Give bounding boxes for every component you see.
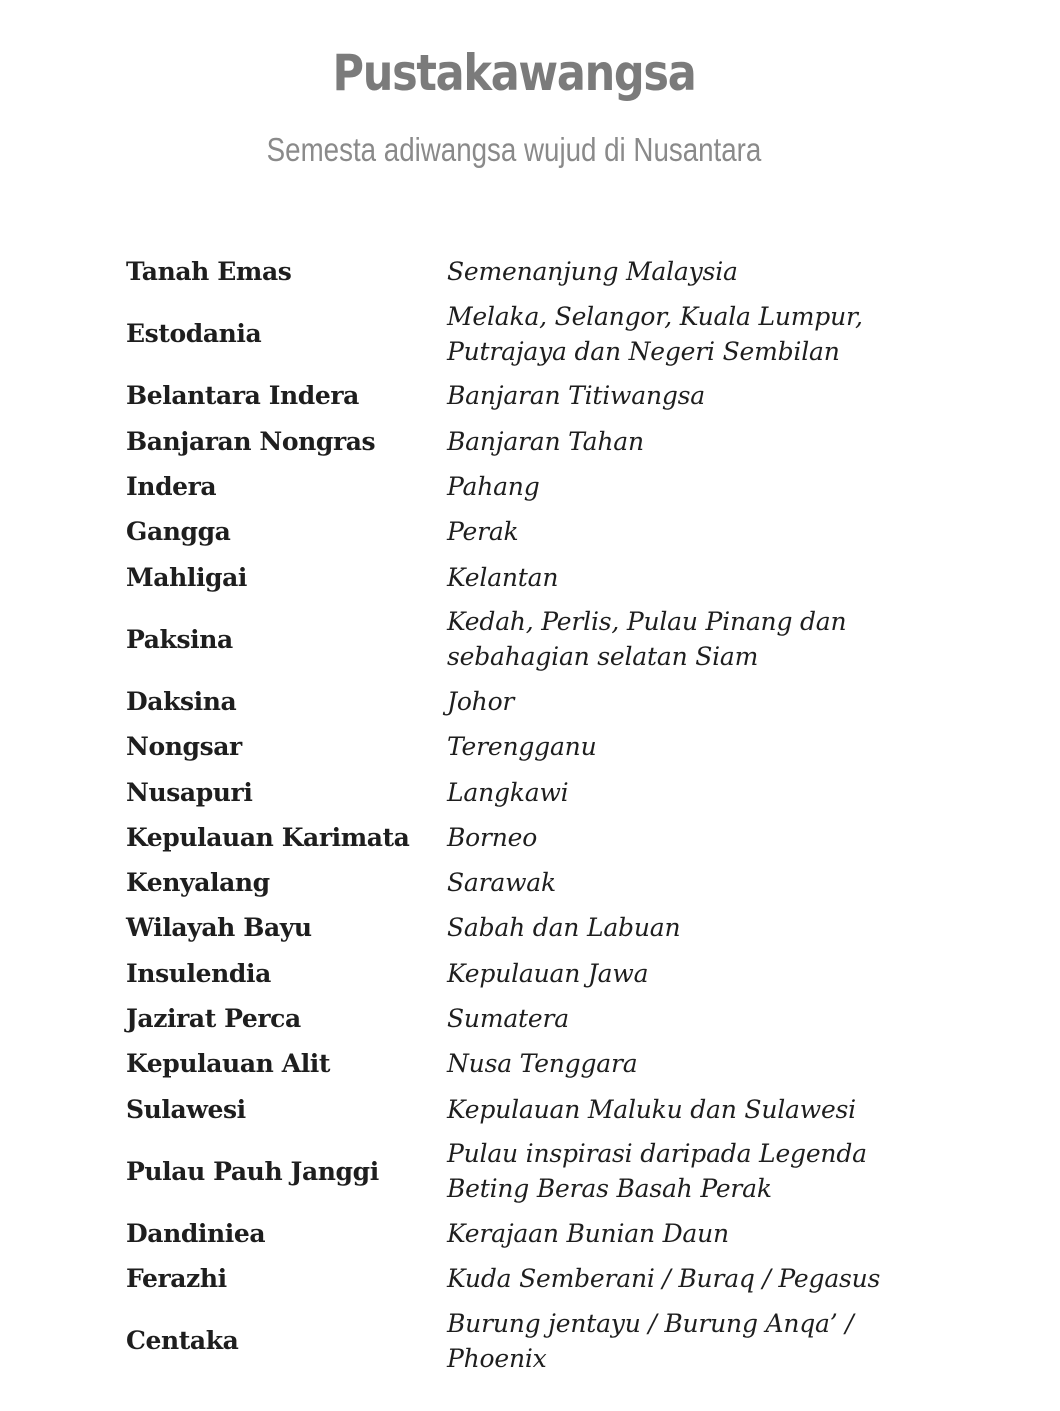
glossary-row — [126, 679, 886, 724]
glossary-term: Paksina — [126, 624, 233, 654]
glossary-meaning: Banjaran Tahan — [447, 426, 644, 456]
glossary-row — [126, 769, 886, 814]
glossary-meaning: Borneo — [447, 822, 538, 852]
glossary-row — [126, 600, 886, 679]
glossary-term: Daksina — [126, 686, 237, 716]
glossary-meaning: Burung jentayu / Burung Anqa’ / Phoenix — [447, 1308, 854, 1373]
glossary-row — [126, 509, 886, 554]
glossary-term: Estodania — [126, 319, 262, 349]
glossary-row — [126, 1086, 886, 1131]
glossary-row — [126, 249, 886, 294]
glossary-term: Dandiniea — [126, 1218, 266, 1248]
glossary-meaning: Melaka, Selangor, Kuala Lumpur, Putrajaya dan Negeri Sembilan — [447, 301, 863, 366]
glossary-meaning: Sabah dan Labuan — [447, 913, 681, 943]
glossary-row — [126, 1256, 886, 1301]
glossary-row — [126, 724, 886, 769]
glossary-meaning: Semenanjung Malaysia — [447, 257, 738, 287]
glossary-meaning: Terengganu — [447, 732, 597, 762]
glossary-term: Kenyalang — [126, 868, 270, 898]
glossary-term: Kepulauan Karimata — [126, 822, 410, 852]
glossary-term: Wilayah Bayu — [126, 913, 312, 943]
glossary-row — [126, 1041, 886, 1086]
glossary-meaning: Kepulauan Jawa — [447, 958, 649, 988]
glossary-row — [126, 815, 886, 860]
glossary-term: Banjaran Nongras — [126, 426, 376, 456]
glossary-meaning: Sumatera — [447, 1004, 569, 1033]
glossary-meaning: Pulau inspirasi daripada Legenda Beting Beras Basah Perak — [447, 1139, 867, 1204]
glossary-meaning: Banjaran Titiwangsa — [447, 381, 705, 411]
glossary-term: Nongsar — [126, 732, 242, 762]
glossary-row — [126, 464, 886, 509]
glossary-meaning: Nusa Tenggara — [447, 1049, 638, 1079]
glossary-meaning: Kerajaan Bunian Daun — [447, 1218, 729, 1248]
glossary-row — [126, 996, 886, 1041]
glossary-meaning: Langkawi — [447, 777, 569, 807]
glossary-list — [126, 249, 886, 1380]
glossary-row — [126, 905, 886, 950]
glossary-meaning: Johor — [447, 686, 515, 716]
glossary-term: Nusapuri — [126, 777, 253, 807]
glossary-row — [126, 294, 886, 373]
glossary-row — [126, 373, 886, 418]
glossary-term: Indera — [126, 472, 217, 502]
glossary-term: Mahligai — [126, 562, 248, 592]
glossary-row — [126, 419, 886, 464]
glossary-meaning: Kelantan — [447, 562, 559, 592]
glossary-row — [126, 951, 886, 996]
glossary-meaning: Sarawak — [447, 868, 556, 898]
glossary-meaning: Kedah, Perlis, Pulau Pinang dan sebahagian selatan Siam — [447, 607, 847, 672]
glossary-term: Belantara Indera — [126, 381, 359, 411]
page-subtitle: Semesta adiwangsa wujud di Nusantara — [266, 131, 762, 168]
glossary-term: Jazirat Perca — [126, 1004, 301, 1033]
glossary-meaning: Kuda Semberani / Buraq / Pegasus — [447, 1264, 881, 1294]
glossary-meaning: Kepulauan Maluku dan Sulawesi — [447, 1094, 856, 1124]
glossary-term: Sulawesi — [126, 1094, 246, 1124]
glossary-term: Centaka — [126, 1326, 239, 1356]
glossary-term: Pulau Pauh Janggi — [126, 1156, 379, 1186]
glossary-term: Kepulauan Alit — [126, 1049, 331, 1079]
glossary-term: Ferazhi — [126, 1264, 227, 1294]
page-title: Pustakawangsa — [332, 44, 696, 102]
glossary-row — [126, 860, 886, 905]
glossary-row — [126, 554, 886, 599]
glossary-term: Insulendia — [126, 958, 271, 988]
glossary-meaning: Pahang — [447, 472, 540, 502]
glossary-row — [126, 1211, 886, 1256]
glossary-meaning: Perak — [447, 517, 519, 547]
glossary-term: Tanah Emas — [126, 257, 292, 287]
glossary-term: Gangga — [126, 517, 231, 547]
glossary-row — [126, 1132, 886, 1211]
glossary-row — [126, 1301, 886, 1380]
